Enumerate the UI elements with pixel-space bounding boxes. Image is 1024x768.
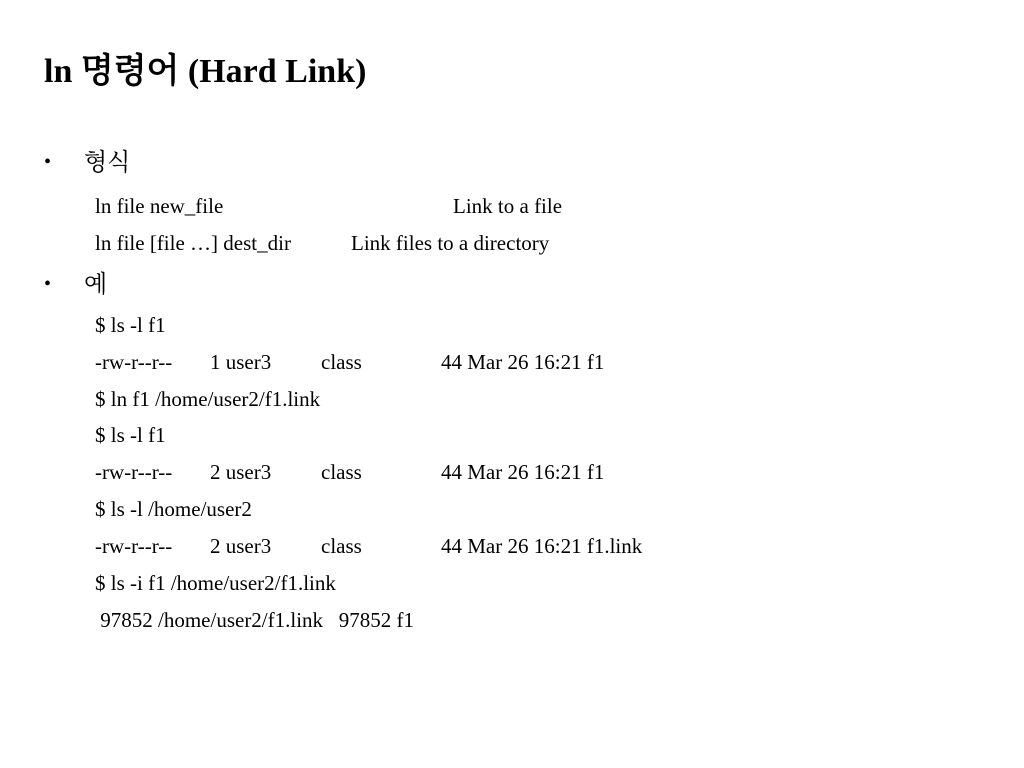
inode-output-line [95, 606, 695, 634]
bullet-dot-icon: • [44, 273, 52, 295]
bullet-heading: 예 [84, 270, 108, 298]
syntax-description: Link files to a directory [351, 231, 550, 255]
bullet-dot-icon: • [44, 151, 52, 173]
example-command-line [95, 385, 695, 413]
bullet-heading: 형식 [84, 148, 131, 176]
listing-line [95, 458, 695, 486]
syntax-line [95, 192, 615, 220]
example-command-line [95, 569, 695, 597]
command-text: $ ls -l f1 [95, 423, 166, 447]
listing-permissions: -rw-r--r-- [95, 350, 173, 374]
syntax-command: ln file [file …] dest_dir [95, 231, 291, 255]
listing-links-owner: 2 user3 [210, 534, 272, 558]
listing-group: class [321, 460, 362, 484]
syntax-line [95, 229, 615, 257]
command-text: $ ls -l f1 [95, 313, 166, 337]
command-text: $ ls -l /home/user2 [95, 497, 252, 521]
inode-output-text: 97852 /home/user2/f1.link 97852 f1 [95, 608, 415, 632]
command-text: $ ls -i f1 /home/user2/f1.link [95, 571, 336, 595]
syntax-description: Link to a file [453, 194, 563, 218]
example-command-line [95, 311, 695, 339]
listing-line [95, 532, 695, 560]
listing-links-owner: 1 user3 [210, 350, 272, 374]
example-command-line [95, 421, 695, 449]
slide-title: ln 명령어 (Hard Link) [44, 53, 367, 90]
listing-permissions: -rw-r--r-- [95, 460, 173, 484]
listing-permissions: -rw-r--r-- [95, 534, 173, 558]
listing-links-owner: 2 user3 [210, 460, 272, 484]
listing-size-date-name: 44 Mar 26 16:21 f1 [441, 350, 605, 374]
example-command-line [95, 495, 695, 523]
listing-group: class [321, 350, 362, 374]
command-text: $ ln f1 /home/user2/f1.link [95, 387, 321, 411]
syntax-command: ln file new_file [95, 194, 224, 218]
listing-group: class [321, 534, 362, 558]
listing-size-date-name: 44 Mar 26 16:21 f1 [441, 460, 605, 484]
listing-size-date-name: 44 Mar 26 16:21 f1.link [441, 534, 643, 558]
listing-line [95, 348, 695, 376]
